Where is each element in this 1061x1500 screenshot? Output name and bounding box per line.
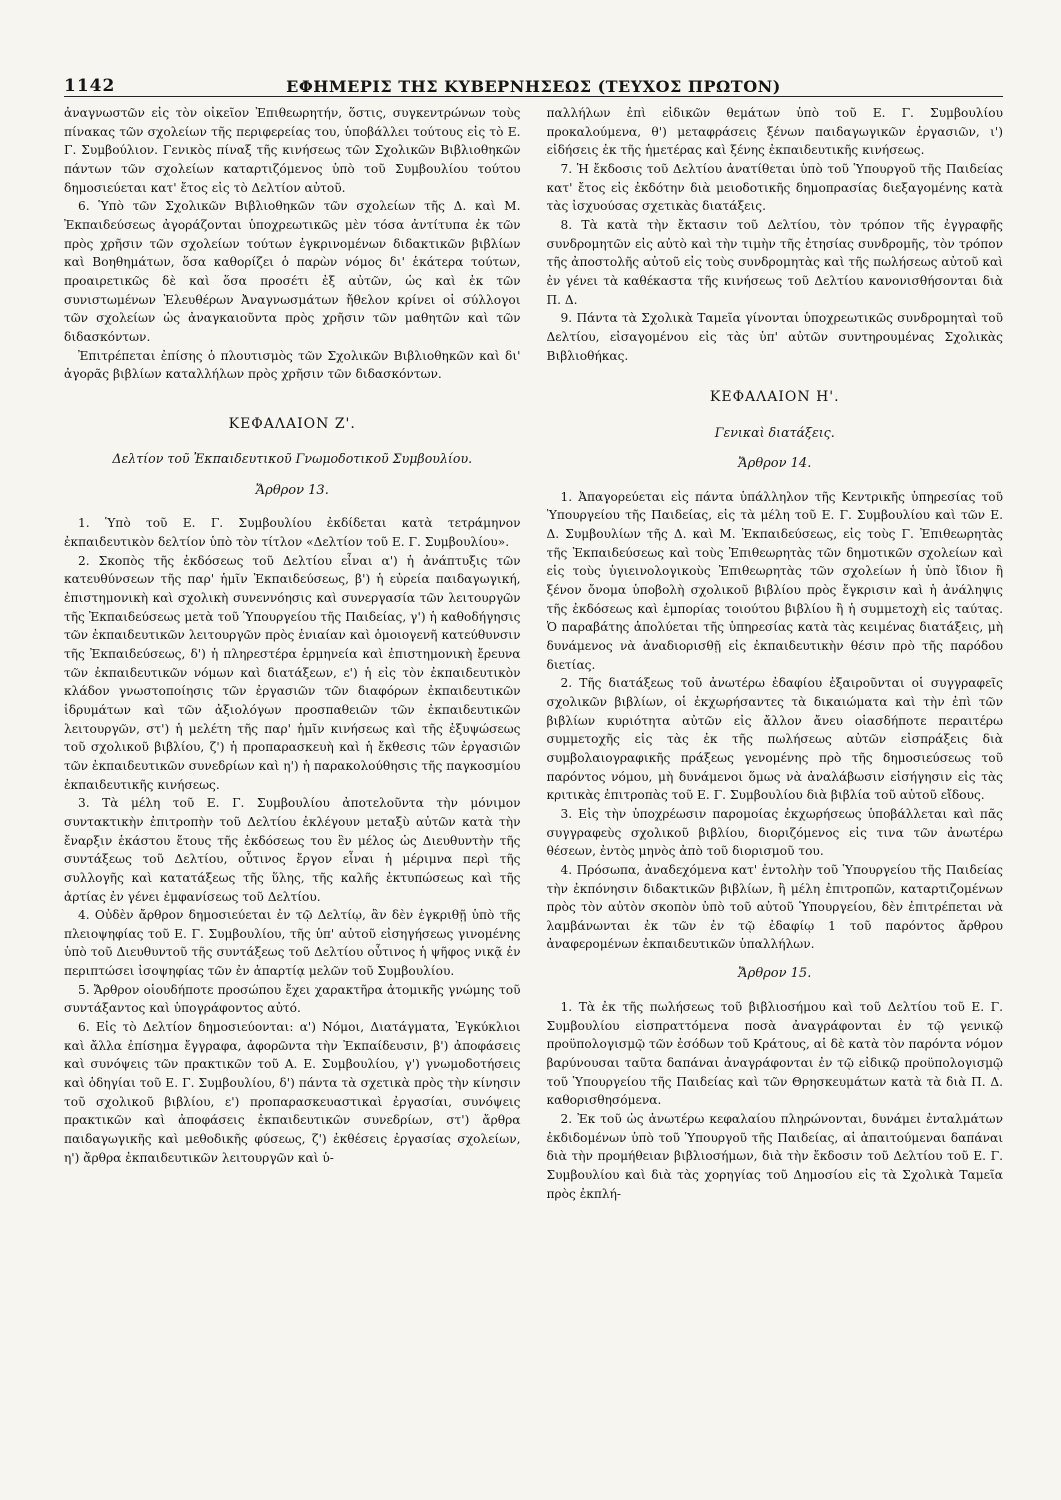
page-number: 1142 (64, 76, 116, 96)
text-columns (64, 104, 1003, 1478)
paragraph: 2. Τῆς διατάξεως τοῦ ἀνωτέρω ἐδαφίου ἐξαιροῦνται οἱ συγγραφεῖς σχολικῶν βιβλίων, οἱ ἐκχωρήσαντες τὰ δικαιώματα καὶ τὴν ἐπὶ τῶν βιβλίων κυριότητα αὐτῶν εἰς ἄλλον ἄνευ οἱασδήποτε περαιτέρω συμμετοχῆς εἰς τὰς ἐκ τῆς πωλήσεως αὐτῶν εἰσπράξεις διὰ συμβολαιογραφικῆς πράξεως γενομένης πρὸ τῆς δημοσιεύσεως τοῦ παρόντος νόμου, μὴ δυνάμενοι ὅμως νὰ ἀναλάβωσιν εἰσήγησιν εἰς τὰς κριτικὰς ἐπιτροπὰς τοῦ Ε. Γ. Συμβουλίου διὰ βιβλία τοῦ αὐτοῦ εἴδους. (546, 676, 1003, 803)
paragraph: 9. Πάντα τὰ Σχολικὰ Ταμεῖα γίνονται ὑποχρεωτικῶς συνδρομηταὶ τοῦ Δελτίου, εἰσαγομένου εἰς τὰς ὑπ' αὐτῶν συντηρουμένας Σχολικὰς Βιβλιοθήκας. (546, 311, 1003, 363)
paragraph: 3. Εἰς τὴν ὑποχρέωσιν παρομοίας ἐκχωρήσεως ὑποβάλλεται καὶ πᾶς συγγραφεὺς σχολικοῦ βιβλίου, διοριζόμενος εἰς τινα τῶν ἀνωτέρω θέσεων, ἐντὸς μηνὸς ἀπὸ τοῦ διορισμοῦ του. (546, 806, 1003, 859)
chapter-heading: ΚΕΦΑΛΑΙΟΝ Ζ'. (228, 415, 356, 432)
article-heading: Ἄρθρον 14. (738, 455, 812, 471)
chapter-subtitle: Δελτίον τοῦ Ἐκπαιδευτικοῦ Γνωμοδοτικοῦ Συμβουλίου. (112, 451, 473, 467)
paragraph: 8. Τὰ κατὰ τὴν ἔκτασιν τοῦ Δελτίου, τὸν τρόπον τῆς ἐγγραφῆς συνδρομητῶν εἰς αὐτὸ καὶ τὴν τιμὴν τῆς ἐτησίας συνδρομῆς, τὸν τρόπον τῆς ἀποστολῆς αὐτοῦ εἰς τοὺς συνδρομητὰς καὶ τῆς πωλήσεως αὐτοῦ καὶ ἐν γένει τὰ καθέκαστα τῆς κινήσεως τοῦ Δελτίου κανονισθήσονται διὰ Π. Δ. (546, 217, 1003, 307)
paragraph: 2. Ἐκ τοῦ ὡς ἀνωτέρω κεφαλαίου πληρώνονται, δυνάμει ἐνταλμάτων ἐκδιδομένων ὑπὸ τοῦ Ὑπουργοῦ τῆς Παιδείας, αἱ ἀπαιτούμεναι δαπάναι διὰ τὴν προμήθειαν βιβλιοσήμων, διὰ τὴν ἔκδοσιν τοῦ Δελτίου τοῦ Ε. Γ. Συμβουλίου καὶ διὰ τὰς χορηγίας τοῦ Δημοσίου εἰς τὰ Σχολικὰ Ταμεῖα πρὸς ἐκπλή- (546, 1111, 1003, 1201)
spacer (547, 954, 1004, 964)
paragraph: 5. Ἄρθρον οἱουδήποτε προσώπου ἔχει χαρακτῆρα ἀτομικῆς γνώμης τοῦ συντάξαντος καὶ ὑπογράφοντος αὐτό. (64, 982, 521, 1016)
paragraph: 6. Ὑπὸ τῶν Σχολικῶν Βιβλιοθηκῶν τῶν σχολείων τῆς Δ. καὶ Μ. Ἐκπαιδεύσεως ἀγοράζονται ὑποχρεωτικῶς μὲν τόσα ἀντίτυπα ἐκ τῶν πρὸς χρῆσιν τῶν σχολείων τούτων ἐγκρινομένων διδακτικῶν βιβλίων καὶ Βοηθημάτων, ὅσα καθορίζει ὁ παρὼν νόμος δι' ἑκάτερα τούτων, προαιρετικῶς δὲ καὶ ὅσα προσέτι ἐξ αὐτῶν, ὡς καὶ ἐκ τῶν συνιστωμένων Ἐλευθέρων Ἀναγνωσμάτων ἤθελον κρίνει οἱ σύλλογοι τῶν σχολείων ὡς ἀναγκαιοῦντα πρὸς χρῆσιν τῶν μαθητῶν καὶ τῶν διδασκόντων. (64, 199, 521, 344)
page-header (64, 72, 1003, 97)
left-column (64, 104, 521, 1478)
paragraph: 6. Εἰς τὸ Δελτίον δημοσιεύονται: α') Νόμοι, Διατάγματα, Ἐγκύκλιοι καὶ ἄλλα ἐπίσημα ἔγγραφα, ἀφορῶντα τὴν Ἐκπαίδευσιν, β') ἀποφάσεις καὶ συνόψεις τῶν πρακτικῶν τοῦ Α. Ε. Συμβουλίου, γ') γνωμοδοτήσεις καὶ ὁδηγίαι τοῦ Ε. Γ. Συμβουλίου, δ') πάντα τὰ σχετικὰ πρὸς τὴν κίνησιν τοῦ σχολικοῦ βιβλίου, ε') προπαρασκευαστικαὶ ἐργασίαι, συνόψεις πρακτικῶν καὶ ἀποφάσεις ἐκπαιδευτικῶν συνεδρίων, στ') ἄρθρα παιδαγωγικῆς καὶ μεθοδικῆς φύσεως, ζ') ἐκθέσεις ἐργασίας σχολείων, η') ἄρθρα ἐκπαιδευτικῶν λειτουργῶν καὶ ὑ- (64, 1020, 521, 1165)
paragraph: Ἐπιτρέπεται ἐπίσης ὁ πλουτισμὸς τῶν Σχολικῶν Βιβλιοθηκῶν καὶ δι' ἀγορᾶς βιβλίων καταλλήλων πρὸς χρῆσιν τῶν διδασκόντων. (64, 348, 521, 382)
paragraph: 7. Ἡ ἔκδοσις τοῦ Δελτίου ἀνατίθεται ὑπὸ τοῦ Ὑπουργοῦ τῆς Παιδείας κατ' ἔτος εἰς ἐκδότην διὰ μειοδοτικῆς δημοπρασίας διεξαγομένης κατὰ τὰς ἰσχυούσας σχετικὰς διατάξεις. (546, 161, 1003, 214)
paragraph: 1. Τὰ ἐκ τῆς πωλήσεως τοῦ βιβλιοσήμου καὶ τοῦ Δελτίου τοῦ Ε. Γ. Συμβουλίου εἰσπραττόμενα ποσὰ ἀναγράφονται ἐν τῷ γενικῷ προϋπολογισμῷ τῶν ἐσόδων τοῦ Κράτους, αἱ δὲ κατὰ τὸν παρόντα νόμον βαρύνουσαι ταῦτα δαπάναι ἀναγράφονται ἐν τῷ εἰδικῷ προϋπολογισμῷ τοῦ Ὑπουργείου τῆς Παιδείας καὶ τῶν Θρησκευμάτων κατὰ τὰ διὰ Π. Δ. καθορισθησόμενα. (546, 1000, 1003, 1108)
paragraph: 1. Ἀπαγορεύεται εἰς πάντα ὑπάλληλον τῆς Κεντρικῆς ὑπηρεσίας τοῦ Ὑπουργείου τῆς Παιδείας, εἰς τὰ μέλη τοῦ Ε. Γ. Συμβουλίου καὶ τῶν Ε. Δ. Συμβουλίων τῆς Δ. καὶ Μ. Ἐκπαιδεύσεως, εἰς τοὺς Γ. Ἐπιθεωρητὰς τῆς Ἐκπαιδεύσεως καὶ τοὺς Ἐπιθεωρητὰς τῶν δημοτικῶν σχολείων καὶ εἰς τοὺς ὑγιεινολογικοὺς Ἐπιθεωρητὰς τῶν σχολείων ἡ ὑπὸ ἴδιον ἢ ξένον ὄνομα ὑποβολὴ σχολικοῦ βιβλίου πρὸς ἔγκρισιν καὶ ἡ ἀνάληψις τῆς ἐκδόσεως καὶ ἐμπορίας τοιούτου βιβλίου ἢ ἡ συμμετοχὴ εἰς ταύτας. Ὁ παραβάτης ἀπολύεται τῆς ὑπηρεσίας κατὰ τὰς κειμένας διατάξεις, μὴ δυνάμενος νὰ ἀναδιορισθῇ εἰς ἐκπαιδευτικὴν θέσιν πρὸ τῆς παρόδου διετίας. (546, 489, 1003, 672)
article-heading: Ἄρθρον 15. (738, 966, 812, 982)
chapter-heading: ΚΕΦΑΛΑΙΟΝ Η'. (709, 389, 840, 406)
paragraph: 4. Πρόσωπα, ἀναδεχόμενα κατ' ἐντολὴν τοῦ Ὑπουργείου τῆς Παιδείας τὴν ἐκπόνησιν διδακτικῶν βιβλίων, ἢ μέλη ἐπιτροπῶν, καταρτιζομένων πρὸς τὸν αὐτὸν σκοπὸν ὑπὸ τοῦ αὐτοῦ Ὑπουργείου, δὲν ἐπιτρέπεται νὰ λαμβάνωνται ἐκ τῶν ἐν τῷ ἐδαφίῳ 1 τοῦ παρόντος ἄρθρου ἀναφερομένων ἐκπαιδευτικῶν ὑπαλλήλων. (546, 862, 1003, 952)
paragraph: 2. Σκοπὸς τῆς ἐκδόσεως τοῦ Δελτίου εἶναι α') ἡ ἀνάπτυξις τῶν κατευθύνσεων τῆς παρ' ἡμῖν Ἐκπαιδεύσεως, β') ἡ εὐρεία παιδαγωγική, ἐπιστημονικὴ καὶ σχολικὴ συνεννόησις καὶ συνεργασία τῶν λειτουργῶν τῆς Ἐκπαιδεύσεως μετὰ τοῦ Ὑπουργείου τῆς Παιδείας, γ') ἡ καθοδήγησις τῶν ἐκπαιδευτικῶν λειτουργῶν πρὸς ἑνιαίαν καὶ ὁμοιογενῆ κατεύθυνσιν τῆς Ἐκπαιδεύσεως, δ') ἡ πληρεστέρα ἑρμηνεία καὶ ἐπιστημονικὴ ἔρευνα τῶν ἐκπαιδευτικῶν νόμων καὶ διατάξεων, ε') ἡ εἰς τὸν ἐκπαιδευτικὸν κλάδον γνωστοποίησις τῶν ἐργασιῶν τῶν διαφόρων ἐκπαιδευτικῶν ἱδρυμάτων καὶ τῶν ἀξιολόγων προσπαθειῶν τῶν ἐκπαιδευτικῶν λειτουργῶν, στ') ἡ μελέτη τῆς παρ' ἡμῖν κινήσεως καὶ τῆς ἐξυψώσεως τοῦ σχολικοῦ βιβλίου, ζ') ἡ προπαρασκευὴ καὶ ἡ ἔκθεσις τῶν ἐργασιῶν τῶν ἐκπαιδευτικῶν συνεδρίων καὶ η') ἡ παρακολούθησις τῆς παγκοσμίου ἐκπαιδευτικῆς κινήσεως. (64, 553, 521, 792)
paragraph: παλλήλων ἐπὶ εἰδικῶν θεμάτων ὑπὸ τοῦ Ε. Γ. Συμβουλίου προκαλούμενα, θ') μεταφράσεις ξένων παιδαγωγικῶν ἐργασιῶν, ι') εἰδήσεις ἐκ τῆς ἡμετέρας καὶ ξένης ἐκπαιδευτικῆς κινήσεως. (546, 106, 1003, 158)
chapter-subtitle: Γενικαὶ διατάξεις. (714, 424, 835, 440)
paragraph: 3. Τὰ μέλη τοῦ Ε. Γ. Συμβουλίου ἀποτελοῦντα τὴν μόνιμον συντακτικὴν ἐπιτροπὴν τοῦ Δελτίου ἐκλέγουν μεταξὺ αὐτῶν κατὰ τὴν ἔναρξιν ἑκάστου ἔτους τῆς ἐκδόσεως του ἓν μέλος ὡς Διευθυντὴν τῆς συντάξεως τοῦ Δελτίου, οὗτινος ἔργον εἶναι ἡ μέριμνα περὶ τῆς συλλογῆς καὶ κατατάξεως τῆς ὕλης, τῆς καλῆς ἐκτυπώσεως καὶ τῆς ἀρτίας ἐν γένει ἐμφανίσεως τοῦ Δελτίου. (64, 796, 521, 904)
article-heading: Ἄρθρον 13. (255, 482, 329, 498)
gazette-title: ΕΦΗΜΕΡΙΣ ΤΗΣ ΚΥΒΕΡΝΗΣΕΩΣ (ΤΕΥΧΟΣ ΠΡΩΤΟΝ) (286, 77, 781, 96)
right-column (547, 104, 1004, 1478)
paragraph: 4. Οὐδὲν ἄρθρον δημοσιεύεται ἐν τῷ Δελτίῳ, ἂν δὲν ἐγκριθῇ ὑπὸ τῆς πλειοψηφίας τοῦ Ε. Γ. Συμβουλίου, τῆς ὑπ' αὐτοῦ εἰσηγήσεως γινομένης ὑπὸ τοῦ Διευθυντοῦ τῆς συντάξεως τοῦ Δελτίου οὗτινος ἡ ψῆφος νικᾷ ἐν περιπτώσει ἰσοψηφίας τῶν ἐν ἀπαρτίᾳ μελῶν τοῦ Συμβουλίου. (64, 908, 521, 979)
paragraph: ἀναγνωστῶν εἰς τὸν οἰκεῖον Ἐπιθεωρητήν, ὅστις, συγκεντρώνων τοὺς πίνακας τῶν σχολείων τῆς περιφερείας του, ὑποβάλλει τούτους εἰς τὸ Ε. Γ. Συμβούλιον. Γενικὸς πίναξ τῆς κινήσεως τῶν Σχολικῶν Βιβλιοθηκῶν πάντων τῶν σχολείων καταρτιζόμενος ὑπὸ τοῦ Συμβουλίου τούτου δημοσιεύεται κατ' ἔτος εἰς τὸ Δελτίον αὐτοῦ. (64, 106, 521, 195)
paragraph: 1. Ὑπὸ τοῦ Ε. Γ. Συμβουλίου ἐκδίδεται κατὰ τετράμηνον ἐκπαιδευτικὸν δελτίον ὑπὸ τὸν τίτλον «Δελτίον τοῦ Ε. Γ. Συμβουλίου». (64, 516, 521, 550)
